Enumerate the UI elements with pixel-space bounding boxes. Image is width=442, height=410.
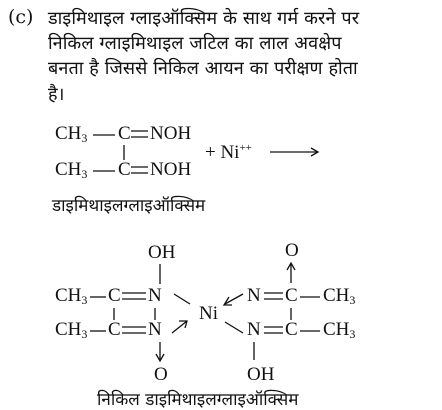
coordinate-arrow-icon: [224, 294, 243, 305]
nitrogen-atom: N: [247, 319, 261, 340]
hydroxyl-top: OH: [148, 242, 176, 263]
question-line-4: है।: [48, 84, 65, 105]
carbon-atom: C: [285, 319, 298, 340]
oxime-group: NOH: [150, 123, 192, 144]
carbon-atom: C: [118, 123, 131, 144]
methyl-group: $CH_3$: [323, 319, 356, 341]
carbon-atom: C: [118, 159, 131, 180]
nitrogen-atom: N: [148, 319, 162, 340]
complex-caption: निकिल डाइमिथाइलग्लाइऑक्सिम: [97, 390, 299, 410]
hydroxyl-bottom: OH: [247, 364, 275, 385]
nitrogen-atom: N: [148, 285, 162, 306]
nickel-ion: + Ni++: [205, 142, 252, 163]
carbon-atom: C: [108, 319, 121, 340]
methyl-group: $CH_3$: [55, 159, 88, 181]
methyl-group: $CH_3$: [55, 319, 88, 341]
reactant-caption: डाइमिथाइलग्लाइऑक्सिम: [52, 196, 206, 216]
question-label: (c): [8, 6, 34, 28]
oxime-group: NOH: [150, 159, 192, 180]
methyl-group: $CH_3$: [55, 285, 88, 307]
methyl-group: $CH_3$: [55, 123, 88, 145]
coordinate-arrow-icon: [287, 263, 295, 283]
carbon-atom: C: [108, 285, 121, 306]
nickel-center: Ni: [199, 303, 218, 324]
oxygen-bottom: O: [154, 364, 168, 385]
question-line-2: निकिल ग्लाइमिथाइल जटिल का लाल अवक्षेप: [48, 33, 342, 54]
coordinate-arrow-icon: [156, 342, 164, 361]
question-line-3: बनता है जिससे निकिल आयन का परीक्षण होता: [48, 58, 358, 79]
question-line-1: डाइमिथाइल ग्लाइऑक्सिम के साथ गर्म करने पर: [48, 8, 360, 29]
oxygen-top: O: [285, 240, 299, 261]
methyl-group: $CH_3$: [323, 285, 356, 307]
carbon-atom: C: [285, 285, 298, 306]
coordinate-arrow-icon: [172, 321, 187, 333]
nitrogen-atom: N: [247, 285, 261, 306]
